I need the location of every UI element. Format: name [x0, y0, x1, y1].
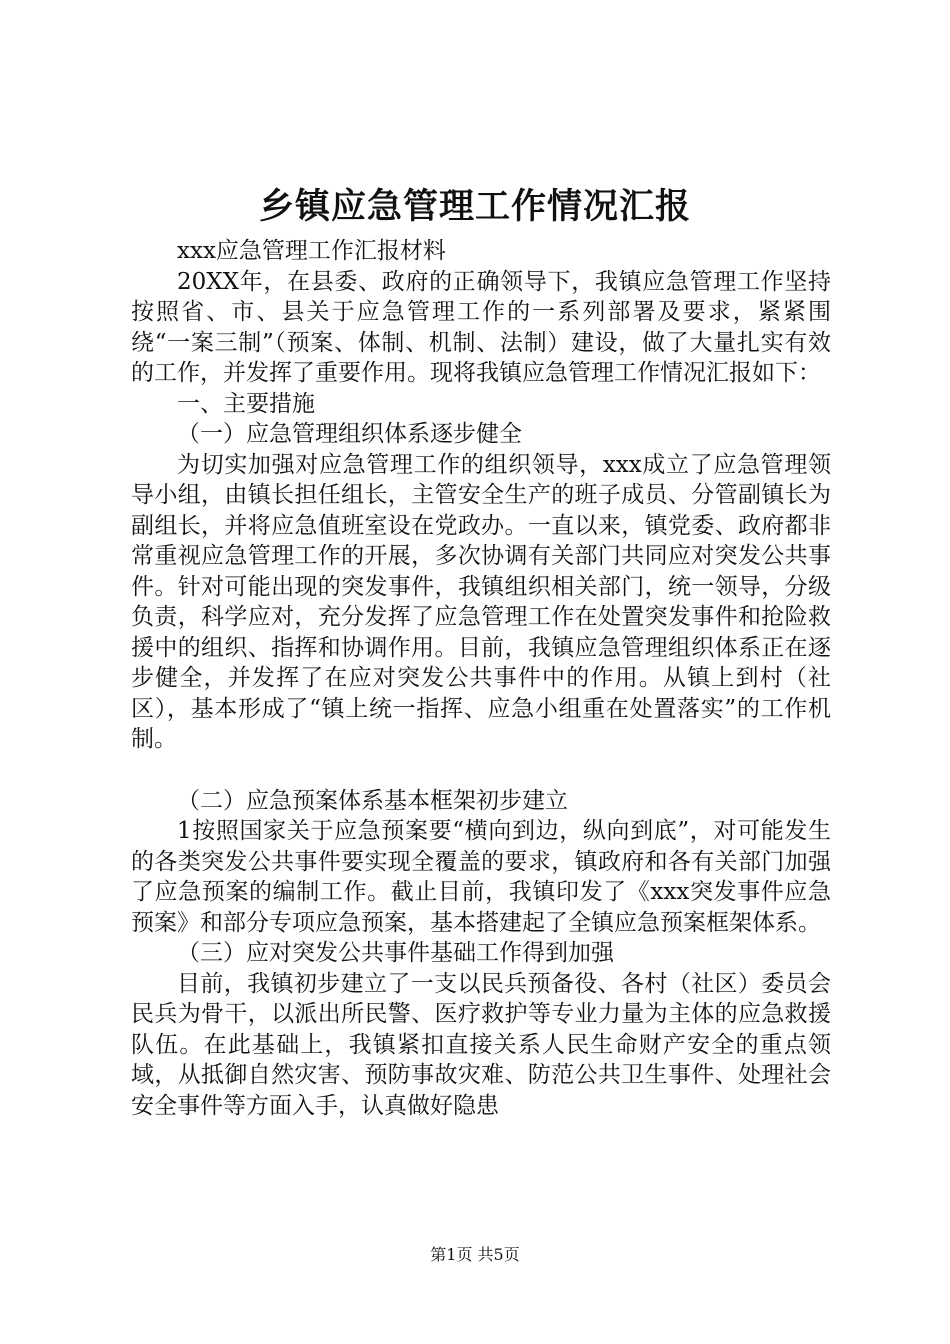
blank-line	[131, 755, 831, 786]
paragraph-intro: 20XX年，在县委、政府的正确领导下，我镇应急管理工作坚持按照省、市、县关于应急管理工作的一系列部署及要求，紧紧围绕“一案三制”（预案、体制、机制、法制）建设，做了大量扎实有效的工作，并发挥了重要作用。现将我镇应急管理工作情况汇报如下：	[131, 268, 831, 386]
document-body	[131, 236, 831, 1121]
heading-main-measures: 一、主要措施	[177, 390, 315, 417]
heading-section-3: （三）应对突发公共事件基础工作得到加强	[177, 940, 614, 966]
heading-section-2: （二）应急预案体系基本框架初步建立	[177, 787, 568, 814]
document-title: 乡镇应急管理工作情况汇报	[258, 187, 691, 227]
paragraph-section-2: 1按照国家关于应急预案要“横向到边，纵向到底”，对可能发生的各类突发公共事件要实现全覆盖的要求，镇政府和各有关部门加强了应急预案的编制工作。截止目前，我镇印发了《xxx突发事件应急预案》和部分专项应急预案，基本搭建起了全镇应急预案框架体系。	[131, 818, 831, 936]
paragraph-section-3: 目前，我镇初步建立了一支以民兵预备役、各村（社区）委员会民兵为骨干，以派出所民警、医疗救护等专业力量为主体的应急救援队伍。在此基础上，我镇紧扣直接关系人民生命财产安全的重点领域，从抵御自然灾害、预防事故灾难、防范公共卫生事件、处理社会安全事件等方面入手，认真做好隐患	[131, 970, 831, 1119]
paragraph-subtitle: xxx应急管理工作汇报材料	[177, 238, 446, 264]
page-footer: 第1页 共5页	[430, 1245, 520, 1264]
heading-section-1: （一）应急管理组织体系逐步健全	[177, 421, 522, 447]
paragraph-section-1: 为切实加强对应急管理工作的组织领导，xxx成立了应急管理领导小组，由镇长担任组长，主管安全生产的班子成员、分管副镇长为副组长，并将应急值班室设在党政办。一直以来，镇党委、政府都非常重视应急管理工作的开展，多次协调有关部门共同应对突发公共事件。针对可能出现的突发事件，我镇组织相关部门，统一领导，分级负责，科学应对，充分发挥了应急管理工作在处置突发事件和抢险救援中的组织、指挥和协调作用。目前，我镇应急管理组织体系正在逐步健全，并发挥了在应对突发公共事件中的作用。从镇上到村（社区），基本形成了“镇上统一指挥、应急小组重在处置落实”的工作机制。	[131, 451, 831, 752]
